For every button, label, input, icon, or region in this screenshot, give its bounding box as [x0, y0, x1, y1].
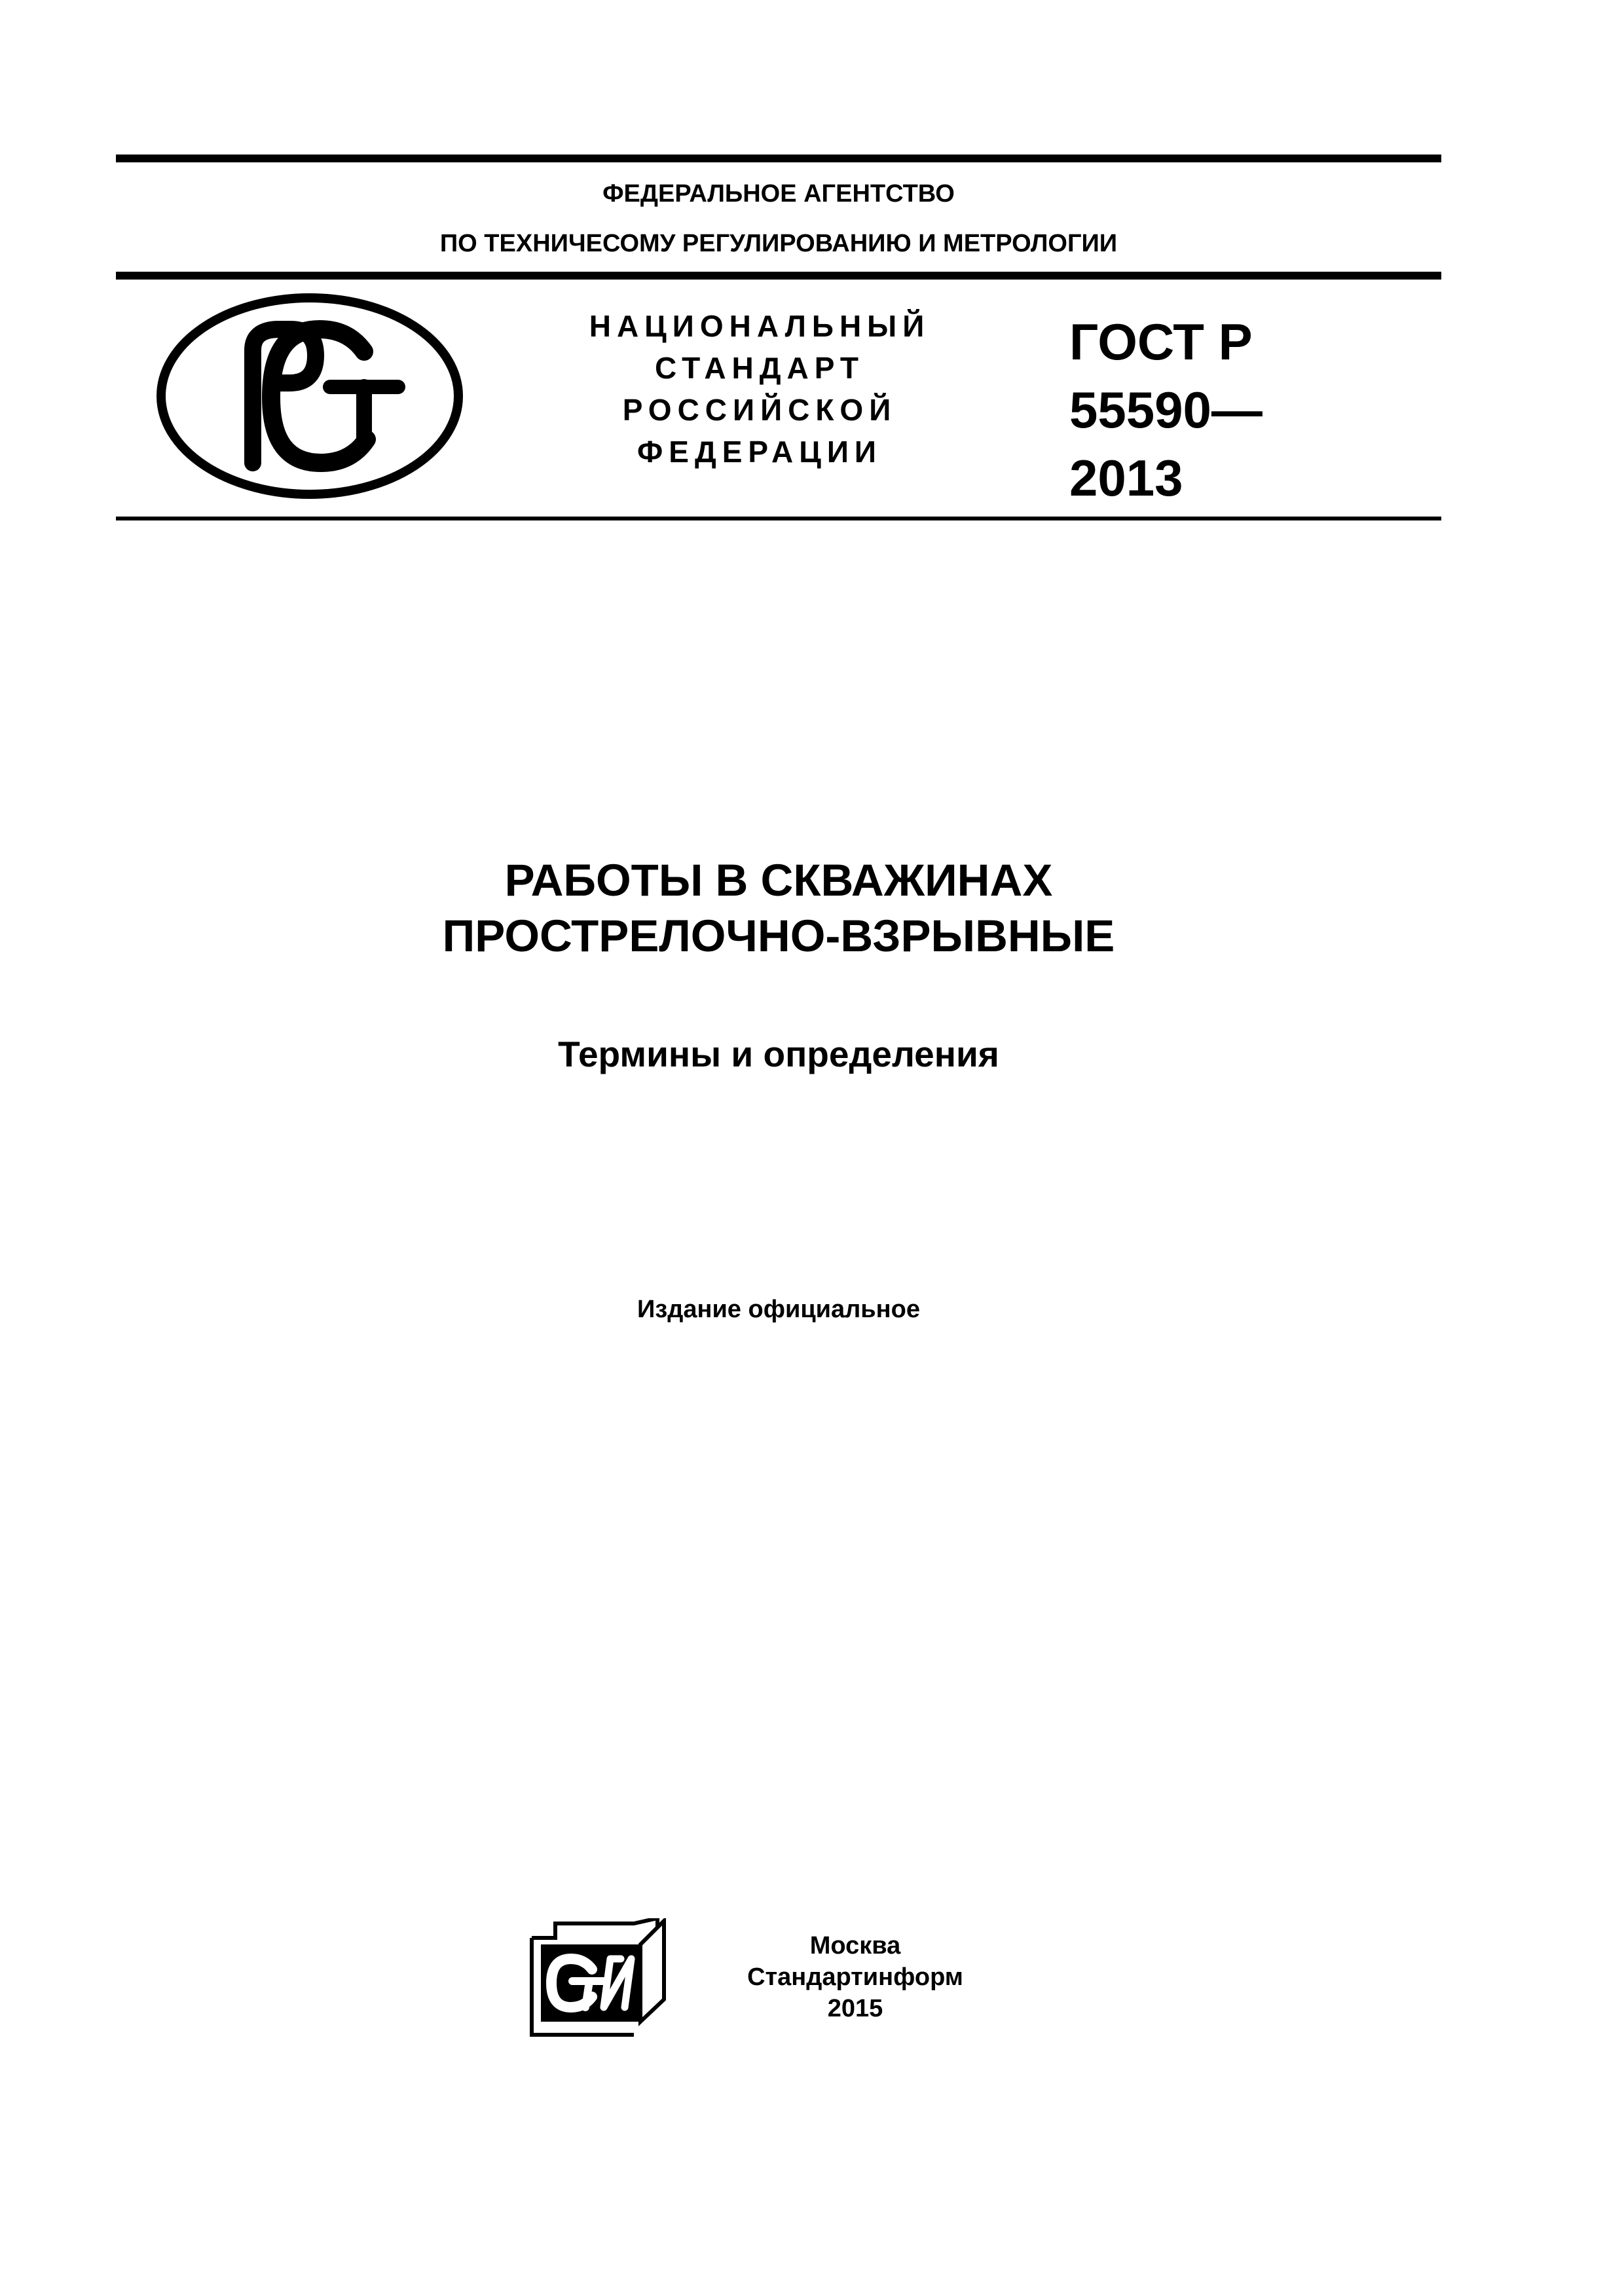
designation-line-2: 55590—	[1069, 381, 1263, 439]
standard-designation	[1069, 308, 1410, 512]
publisher-block	[711, 1930, 999, 2024]
standard-type-line-4: ФЕДЕРАЦИИ	[637, 435, 882, 469]
document-title-line-2: ПРОСТРЕЛОЧНО-ВЗРЫВНЫЕ	[442, 911, 1115, 961]
agency-line-2: ПО ТЕХНИЧЕСОМУ РЕГУЛИРОВАНИЮ И МЕТРОЛОГИИ	[439, 230, 1118, 257]
publication-year: 2015	[827, 1995, 883, 2022]
document-subtitle: Термины и определения	[558, 1034, 999, 1074]
publisher-name: Стандартинформ	[747, 1963, 963, 1991]
standard-type-line-3: РОССИЙСКОЙ	[622, 393, 897, 427]
publisher-city: Москва	[809, 1932, 901, 1959]
agency-line-1: ФЕДЕРАЛЬНОЕ АГЕНТСТВО	[602, 180, 955, 208]
standard-type-line-1: НАЦИОНАЛЬНЫЙ	[589, 309, 931, 343]
top-rule	[116, 155, 1441, 162]
rst-logo-icon	[155, 291, 465, 501]
sti-publisher-logo-icon	[529, 1918, 669, 2037]
document-title-line-1: РАБОТЫ В СКВАЖИНАХ	[504, 855, 1053, 905]
designation-line-3: 2013	[1069, 449, 1183, 507]
designation-line-1: ГОСТ Р	[1069, 313, 1253, 371]
standard-type-block	[550, 305, 969, 473]
middle-rule	[116, 272, 1441, 280]
edition-label: Издание официальное	[637, 1296, 920, 1323]
standard-type-line-2: СТАНДАРТ	[655, 351, 864, 385]
bottom-rule	[116, 517, 1441, 520]
